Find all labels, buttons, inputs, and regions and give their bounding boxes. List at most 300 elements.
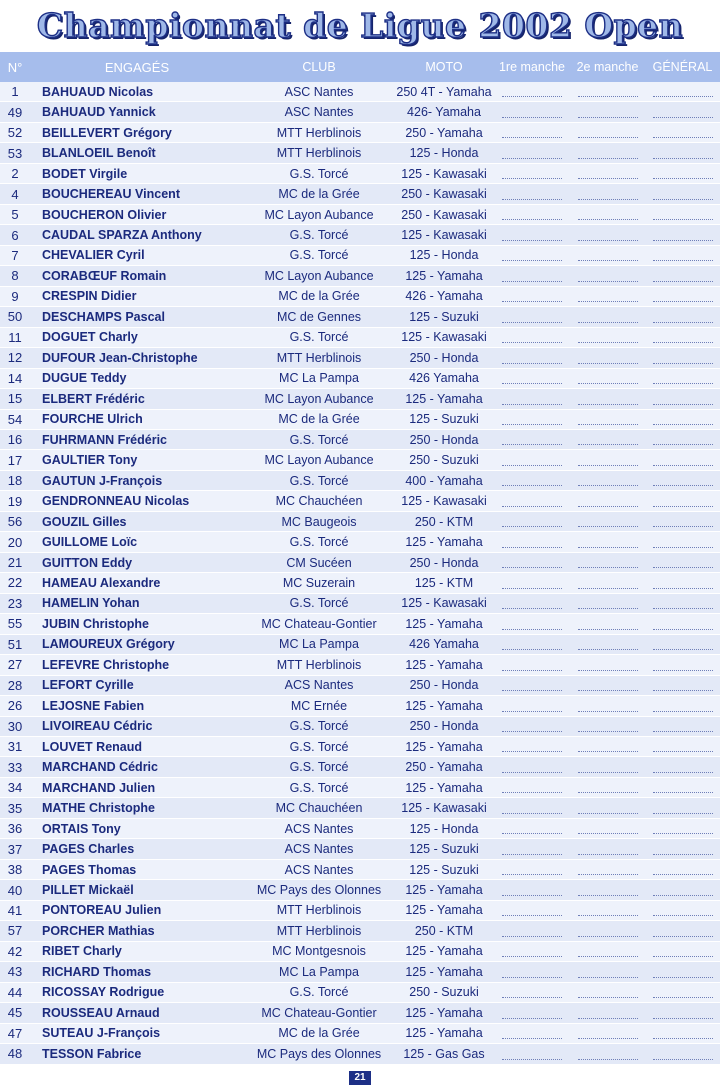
row-moto: 125 - Kawasaki bbox=[401, 166, 487, 181]
dotted-line bbox=[578, 281, 638, 282]
page-number: 21 bbox=[349, 1071, 371, 1085]
row-club: MC La Pampa bbox=[279, 371, 359, 386]
dotted-line bbox=[502, 854, 562, 855]
dotted-line bbox=[578, 915, 638, 916]
row-general-blank bbox=[645, 389, 720, 408]
dotted-line bbox=[653, 199, 713, 200]
row-general-blank bbox=[645, 471, 720, 490]
table-row bbox=[0, 1003, 720, 1023]
row-manche-2-blank bbox=[570, 123, 645, 142]
row-club: MC Layon Aubance bbox=[264, 453, 374, 468]
entries-table bbox=[0, 52, 720, 1065]
row-club: ACS Nantes bbox=[284, 821, 354, 836]
row-moto: 125 - Kawasaki bbox=[401, 228, 487, 243]
row-manche-1-blank bbox=[494, 491, 570, 510]
dotted-line bbox=[653, 833, 713, 834]
dotted-line bbox=[578, 813, 638, 814]
row-moto: 125 - Suzuki bbox=[409, 862, 479, 877]
row-moto: 250 - Yamaha bbox=[405, 760, 483, 775]
table-row bbox=[0, 839, 720, 859]
dotted-line bbox=[578, 342, 638, 343]
dotted-line bbox=[653, 977, 713, 978]
dotted-line bbox=[578, 608, 638, 609]
row-number: 4 bbox=[11, 186, 19, 202]
row-general-blank bbox=[645, 696, 720, 715]
row-number: 12 bbox=[7, 350, 23, 366]
dotted-line bbox=[578, 854, 638, 855]
row-general-blank bbox=[645, 655, 720, 674]
dotted-line bbox=[578, 936, 638, 937]
row-manche-2-blank bbox=[570, 491, 645, 510]
row-club: MTT Herblinois bbox=[276, 146, 362, 161]
dotted-line bbox=[578, 96, 638, 97]
row-club: ASC Nantes bbox=[284, 105, 354, 120]
table-row bbox=[0, 389, 720, 409]
header-manche-1: 1re manche bbox=[498, 60, 565, 74]
dotted-line bbox=[578, 260, 638, 261]
table-row bbox=[0, 737, 720, 757]
dotted-line bbox=[578, 1059, 638, 1060]
dotted-line bbox=[502, 588, 562, 589]
row-general-blank bbox=[645, 983, 720, 1002]
row-manche-2-blank bbox=[570, 839, 645, 858]
table-row bbox=[0, 205, 720, 225]
table-row bbox=[0, 553, 720, 573]
table-row bbox=[0, 778, 720, 798]
row-moto: 426 Yamaha bbox=[409, 637, 479, 652]
row-moto: 125 - Yamaha bbox=[405, 268, 483, 283]
row-manche-2-blank bbox=[570, 717, 645, 736]
table-row bbox=[0, 860, 720, 880]
dotted-line bbox=[653, 301, 713, 302]
dotted-line bbox=[502, 219, 562, 220]
dotted-line bbox=[502, 506, 562, 507]
table-row bbox=[0, 369, 720, 389]
row-number: 18 bbox=[7, 473, 23, 489]
row-manche-1-blank bbox=[494, 1003, 570, 1022]
dotted-line bbox=[653, 792, 713, 793]
dotted-line bbox=[653, 240, 713, 241]
dotted-line bbox=[653, 588, 713, 589]
row-manche-2-blank bbox=[570, 676, 645, 695]
dotted-line bbox=[578, 178, 638, 179]
row-rider-name: PILLET Mickaël bbox=[42, 883, 134, 898]
dotted-line bbox=[653, 137, 713, 138]
row-manche-1-blank bbox=[494, 369, 570, 388]
row-moto: 125 - Yamaha bbox=[405, 883, 483, 898]
dotted-line bbox=[578, 567, 638, 568]
dotted-line bbox=[578, 506, 638, 507]
dotted-line bbox=[502, 383, 562, 384]
dotted-line bbox=[653, 1059, 713, 1060]
dotted-line bbox=[578, 199, 638, 200]
table-row bbox=[0, 123, 720, 143]
row-rider-name: JUBIN Christophe bbox=[42, 616, 149, 631]
table-row bbox=[0, 717, 720, 737]
row-manche-1-blank bbox=[494, 328, 570, 347]
row-rider-name: DOGUET Charly bbox=[42, 330, 138, 345]
row-rider-name: LIVOIREAU Cédric bbox=[42, 719, 153, 734]
row-rider-name: ROUSSEAU Arnaud bbox=[42, 1005, 160, 1020]
row-general-blank bbox=[645, 246, 720, 265]
row-manche-1-blank bbox=[494, 1044, 570, 1063]
row-moto: 125 - Yamaha bbox=[405, 1005, 483, 1020]
row-moto: 250 - Honda bbox=[409, 678, 479, 693]
dotted-line bbox=[502, 178, 562, 179]
row-number: 31 bbox=[7, 739, 23, 755]
dotted-line bbox=[653, 936, 713, 937]
row-club: G.S. Torcé bbox=[289, 166, 349, 181]
row-club: MC Baugeois bbox=[281, 514, 357, 529]
row-manche-2-blank bbox=[570, 410, 645, 429]
dotted-line bbox=[578, 731, 638, 732]
row-number: 57 bbox=[7, 923, 23, 939]
dotted-line bbox=[502, 608, 562, 609]
header-manche-2: 2e manche bbox=[576, 60, 639, 74]
row-number: 53 bbox=[7, 145, 23, 161]
table-row bbox=[0, 676, 720, 696]
dotted-line bbox=[502, 1018, 562, 1019]
dotted-line bbox=[578, 690, 638, 691]
dotted-line bbox=[502, 301, 562, 302]
row-club: MTT Herblinois bbox=[276, 903, 362, 918]
row-club: G.S. Torcé bbox=[289, 719, 349, 734]
dotted-line bbox=[502, 874, 562, 875]
dotted-line bbox=[578, 1018, 638, 1019]
row-number: 21 bbox=[7, 555, 23, 571]
dotted-line bbox=[578, 670, 638, 671]
row-moto: 125 - Kawasaki bbox=[401, 596, 487, 611]
table-row bbox=[0, 430, 720, 450]
row-number: 54 bbox=[7, 411, 23, 427]
row-club: MTT Herblinois bbox=[276, 657, 362, 672]
row-moto: 250 - KTM bbox=[414, 923, 474, 938]
dotted-line bbox=[502, 833, 562, 834]
dotted-line bbox=[502, 240, 562, 241]
dotted-line bbox=[653, 322, 713, 323]
row-number: 19 bbox=[7, 493, 23, 509]
row-general-blank bbox=[645, 921, 720, 940]
row-manche-1-blank bbox=[494, 676, 570, 695]
dotted-line bbox=[653, 895, 713, 896]
row-manche-2-blank bbox=[570, 983, 645, 1002]
table-row bbox=[0, 287, 720, 307]
row-general-blank bbox=[645, 635, 720, 654]
row-rider-name: BODET Virgile bbox=[42, 166, 128, 181]
row-general-blank bbox=[645, 757, 720, 776]
row-manche-1-blank bbox=[494, 717, 570, 736]
row-moto: 125 - Yamaha bbox=[405, 739, 483, 754]
row-rider-name: RICHARD Thomas bbox=[42, 964, 152, 979]
row-club: G.S. Torcé bbox=[289, 739, 349, 754]
dotted-line bbox=[578, 158, 638, 159]
row-manche-1-blank bbox=[494, 614, 570, 633]
row-number: 11 bbox=[8, 329, 22, 345]
row-number: 41 bbox=[7, 902, 23, 918]
table-row bbox=[0, 450, 720, 470]
row-manche-1-blank bbox=[494, 410, 570, 429]
dotted-line bbox=[653, 444, 713, 445]
table-row bbox=[0, 921, 720, 941]
dotted-line bbox=[502, 260, 562, 261]
row-club: CM Sucéen bbox=[286, 555, 352, 570]
row-moto: 125 - Yamaha bbox=[405, 616, 483, 631]
row-club: MC de la Grée bbox=[278, 1026, 360, 1041]
row-moto: 125 - Suzuki bbox=[409, 412, 479, 427]
dotted-line bbox=[653, 178, 713, 179]
dotted-line bbox=[502, 915, 562, 916]
row-moto: 125 - Kawasaki bbox=[401, 801, 487, 816]
row-number: 17 bbox=[7, 452, 23, 468]
row-general-blank bbox=[645, 1024, 720, 1043]
table-row bbox=[0, 328, 720, 348]
row-manche-2-blank bbox=[570, 82, 645, 101]
row-manche-2-blank bbox=[570, 184, 645, 203]
table-row bbox=[0, 410, 720, 430]
header-club: CLUB bbox=[302, 60, 336, 74]
row-manche-2-blank bbox=[570, 880, 645, 899]
row-manche-1-blank bbox=[494, 164, 570, 183]
row-rider-name: TESSON Fabrice bbox=[42, 1046, 142, 1061]
dotted-line bbox=[502, 690, 562, 691]
dotted-line bbox=[502, 813, 562, 814]
dotted-line bbox=[578, 956, 638, 957]
row-club: MC de Gennes bbox=[276, 309, 362, 324]
dotted-line bbox=[502, 751, 562, 752]
row-general-blank bbox=[645, 450, 720, 469]
row-manche-2-blank bbox=[570, 921, 645, 940]
row-rider-name: HAMEAU Alexandre bbox=[42, 575, 161, 590]
row-moto: 400 - Yamaha bbox=[405, 473, 483, 488]
table-body bbox=[0, 82, 720, 1065]
dotted-line bbox=[578, 383, 638, 384]
row-number: 2 bbox=[11, 166, 19, 182]
row-rider-name: ELBERT Frédéric bbox=[42, 391, 145, 406]
row-number: 55 bbox=[7, 616, 23, 632]
row-club: G.S. Torcé bbox=[289, 985, 349, 1000]
dotted-line bbox=[653, 690, 713, 691]
dotted-line bbox=[502, 363, 562, 364]
row-general-blank bbox=[645, 143, 720, 162]
dotted-line bbox=[653, 342, 713, 343]
row-general-blank bbox=[645, 328, 720, 347]
row-club: MC Chateau-Gontier bbox=[261, 1005, 377, 1020]
dotted-line bbox=[502, 956, 562, 957]
row-moto: 125 - Yamaha bbox=[405, 698, 483, 713]
row-club: MC Layon Aubance bbox=[264, 268, 374, 283]
row-club: ASC Nantes bbox=[284, 84, 354, 99]
header-engages: ENGAGÉS bbox=[104, 59, 170, 75]
dotted-line bbox=[502, 711, 562, 712]
row-number: 8 bbox=[11, 268, 19, 284]
dotted-line bbox=[578, 711, 638, 712]
row-manche-2-blank bbox=[570, 328, 645, 347]
row-manche-1-blank bbox=[494, 553, 570, 572]
row-club: G.S. Torcé bbox=[289, 330, 349, 345]
dotted-line bbox=[578, 997, 638, 998]
row-manche-1-blank bbox=[494, 798, 570, 817]
row-rider-name: CAUDAL SPARZA Anthony bbox=[42, 228, 202, 243]
table-row bbox=[0, 819, 720, 839]
row-manche-2-blank bbox=[570, 369, 645, 388]
row-manche-1-blank bbox=[494, 655, 570, 674]
dotted-line bbox=[578, 833, 638, 834]
row-general-blank bbox=[645, 717, 720, 736]
row-moto: 125 - Yamaha bbox=[405, 1026, 483, 1041]
row-rider-name: DUGUE Teddy bbox=[42, 371, 127, 386]
dotted-line bbox=[502, 895, 562, 896]
table-row bbox=[0, 348, 720, 368]
row-number: 6 bbox=[11, 227, 19, 243]
row-number: 15 bbox=[7, 391, 23, 407]
row-moto: 125 - Yamaha bbox=[405, 780, 483, 795]
row-general-blank bbox=[645, 287, 720, 306]
row-rider-name: PAGES Thomas bbox=[42, 862, 137, 877]
row-moto: 125 - Kawasaki bbox=[401, 330, 487, 345]
row-rider-name: LAMOUREUX Grégory bbox=[42, 637, 175, 652]
dotted-line bbox=[578, 363, 638, 364]
row-manche-2-blank bbox=[570, 389, 645, 408]
dotted-line bbox=[653, 117, 713, 118]
row-manche-2-blank bbox=[570, 143, 645, 162]
row-general-blank bbox=[645, 962, 720, 981]
row-number: 35 bbox=[7, 800, 23, 816]
row-number: 14 bbox=[7, 370, 23, 386]
row-number: 23 bbox=[7, 595, 23, 611]
dotted-line bbox=[653, 629, 713, 630]
dotted-line bbox=[502, 936, 562, 937]
row-club: MC Suzerain bbox=[282, 575, 356, 590]
row-moto: 125 - Kawasaki bbox=[401, 494, 487, 509]
dotted-line bbox=[578, 772, 638, 773]
row-manche-2-blank bbox=[570, 962, 645, 981]
row-moto: 250 4T - Yamaha bbox=[396, 84, 492, 99]
dotted-line bbox=[578, 301, 638, 302]
row-rider-name: MARCHAND Cédric bbox=[42, 760, 158, 775]
dotted-line bbox=[578, 404, 638, 405]
row-rider-name: MATHE Christophe bbox=[42, 801, 155, 816]
row-manche-1-blank bbox=[494, 901, 570, 920]
row-general-blank bbox=[645, 123, 720, 142]
row-rider-name: BLANLOEIL Benoît bbox=[42, 146, 156, 161]
dotted-line bbox=[502, 96, 562, 97]
row-general-blank bbox=[645, 184, 720, 203]
row-general-blank bbox=[645, 737, 720, 756]
row-number: 30 bbox=[7, 718, 23, 734]
dotted-line bbox=[653, 711, 713, 712]
row-club: MC Layon Aubance bbox=[264, 207, 374, 222]
row-number: 33 bbox=[7, 759, 23, 775]
dotted-line bbox=[653, 506, 713, 507]
row-rider-name: BOUCHERON Olivier bbox=[42, 207, 167, 222]
row-manche-1-blank bbox=[494, 512, 570, 531]
row-general-blank bbox=[645, 307, 720, 326]
table-row bbox=[0, 184, 720, 204]
dotted-line bbox=[653, 1038, 713, 1039]
row-manche-1-blank bbox=[494, 450, 570, 469]
row-club: G.S. Torcé bbox=[289, 780, 349, 795]
row-manche-2-blank bbox=[570, 102, 645, 121]
row-general-blank bbox=[645, 532, 720, 551]
dotted-line bbox=[653, 915, 713, 916]
row-manche-2-blank bbox=[570, 287, 645, 306]
row-number: 52 bbox=[7, 125, 23, 141]
row-general-blank bbox=[645, 880, 720, 899]
dotted-line bbox=[653, 670, 713, 671]
row-moto: 125 - Yamaha bbox=[405, 944, 483, 959]
row-moto: 125 - Yamaha bbox=[405, 535, 483, 550]
row-number: 42 bbox=[7, 943, 23, 959]
row-manche-2-blank bbox=[570, 348, 645, 367]
row-general-blank bbox=[645, 1044, 720, 1063]
dotted-line bbox=[502, 137, 562, 138]
row-rider-name: DESCHAMPS Pascal bbox=[42, 309, 165, 324]
row-moto: 125 - Honda bbox=[409, 248, 479, 263]
dotted-line bbox=[653, 547, 713, 548]
row-moto: 250 - Kawasaki bbox=[401, 207, 487, 222]
table-row bbox=[0, 696, 720, 716]
row-manche-2-blank bbox=[570, 266, 645, 285]
dotted-line bbox=[578, 444, 638, 445]
table-row bbox=[0, 225, 720, 245]
row-manche-1-blank bbox=[494, 573, 570, 592]
row-manche-1-blank bbox=[494, 430, 570, 449]
row-general-blank bbox=[645, 676, 720, 695]
row-number: 47 bbox=[7, 1025, 23, 1041]
row-moto: 250 - Honda bbox=[409, 432, 479, 447]
dotted-line bbox=[653, 751, 713, 752]
dotted-line bbox=[578, 895, 638, 896]
row-number: 38 bbox=[7, 862, 23, 878]
row-manche-1-blank bbox=[494, 471, 570, 490]
dotted-line bbox=[502, 772, 562, 773]
dotted-line bbox=[578, 588, 638, 589]
row-club: G.S. Torcé bbox=[289, 535, 349, 550]
row-number: 27 bbox=[7, 657, 23, 673]
row-rider-name: GAULTIER Tony bbox=[42, 453, 138, 468]
dotted-line bbox=[502, 547, 562, 548]
dotted-line bbox=[653, 404, 713, 405]
row-manche-2-blank bbox=[570, 778, 645, 797]
row-general-blank bbox=[645, 594, 720, 613]
table-row bbox=[0, 266, 720, 286]
table-row bbox=[0, 102, 720, 122]
row-rider-name: BOUCHEREAU Vincent bbox=[42, 187, 180, 202]
row-manche-1-blank bbox=[494, 225, 570, 244]
row-rider-name: GUILLOME Loïc bbox=[42, 535, 138, 550]
dotted-line bbox=[653, 96, 713, 97]
row-moto: 125 - Gas Gas bbox=[403, 1046, 485, 1061]
dotted-line bbox=[578, 465, 638, 466]
row-manche-1-blank bbox=[494, 942, 570, 961]
row-manche-2-blank bbox=[570, 450, 645, 469]
row-manche-2-blank bbox=[570, 901, 645, 920]
row-number: 34 bbox=[7, 780, 23, 796]
dotted-line bbox=[502, 629, 562, 630]
table-row bbox=[0, 512, 720, 532]
row-rider-name: RIBET Charly bbox=[42, 944, 122, 959]
row-club: MC La Pampa bbox=[279, 964, 359, 979]
dotted-line bbox=[578, 219, 638, 220]
row-rider-name: SUTEAU J-François bbox=[42, 1026, 161, 1041]
row-rider-name: RICOSSAY Rodrigue bbox=[42, 985, 165, 1000]
row-manche-1-blank bbox=[494, 635, 570, 654]
row-manche-1-blank bbox=[494, 880, 570, 899]
row-manche-2-blank bbox=[570, 860, 645, 879]
row-manche-1-blank bbox=[494, 123, 570, 142]
row-manche-2-blank bbox=[570, 757, 645, 776]
dotted-line bbox=[653, 956, 713, 957]
